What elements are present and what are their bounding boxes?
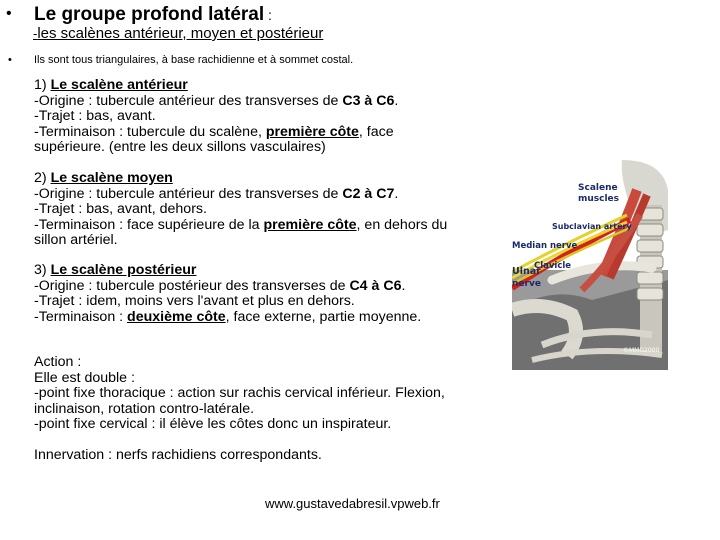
posterior-term-bold: deuxième côte — [127, 308, 226, 325]
label-scalene-2: muscles — [578, 194, 620, 204]
anterior-term-pre: -Terminaison : tubercule du scalène, — [34, 123, 266, 140]
anterior-origin-pre: -Origine : tubercule antérieur des transverses de — [34, 92, 343, 109]
anterior-origin-bold: C3 à C6 — [342, 92, 395, 109]
middle-heading-num: 2) — [34, 170, 51, 186]
slide-title-suffix: : — [264, 7, 272, 23]
middle-heading-text: Le scalène moyen — [50, 170, 173, 186]
action-line-2: Elle est double : — [34, 369, 135, 386]
posterior-section — [34, 263, 464, 325]
middle-origin-pre: -Origine : tubercule antérieur des transverses de — [34, 185, 343, 202]
title-bullet: • — [6, 5, 12, 22]
middle-trajet: -Trajet : bas, avant, dehors. — [34, 201, 207, 217]
subtitle-text: les scalènes antérieur, moyen et postérieur — [37, 25, 324, 42]
action-line-3: -point fixe thoracique : action sur rachis cervical inférieur. Flexion, inclinaison, rotation contro-latérale. — [34, 385, 445, 417]
label-clavicle: Clavicle — [534, 261, 572, 271]
posterior-trajet: -Trajet : idem, moins vers l'avant et plus en dehors. — [34, 293, 355, 309]
anterior-term — [34, 125, 464, 156]
action-line-4: -point fixe cervical : il élève les côtes donc un inspirateur. — [34, 416, 392, 432]
anterior-heading-text: Le scalène antérieur — [50, 77, 188, 93]
figure-copyright: ©MMG2000 — [623, 347, 660, 354]
middle-origin — [34, 187, 464, 203]
middle-term-pre: -Terminaison : face supérieure de la — [34, 216, 264, 233]
anterior-trajet: -Trajet : bas, avant. — [34, 108, 156, 124]
posterior-origin — [34, 279, 464, 295]
middle-origin-bold: C2 à C7 — [342, 185, 395, 202]
middle-term-post: , en dehors du sillon artériel. — [34, 216, 448, 248]
label-ulnar-1: Ulnar — [512, 266, 541, 277]
middle-section — [34, 171, 464, 249]
anterior-term-post: , face supérieure. (entre les deux sillons vasculaires) — [34, 123, 394, 155]
anterior-heading — [34, 78, 464, 94]
footer-url[interactable]: www.gustavedabresil.vpweb.fr — [265, 496, 440, 511]
action-line-1: Action : — [34, 354, 82, 370]
middle-term-bold: première côte — [263, 216, 357, 233]
slide-subtitle — [33, 25, 323, 42]
posterior-heading-text: Le scalène postérieur — [50, 262, 197, 278]
middle-origin-post: . — [394, 185, 399, 202]
label-ulnar-2: nerve — [512, 279, 541, 289]
slide-title — [34, 4, 272, 26]
intro-text: Ils sont tous triangulaires, à base rachidienne et à sommet costal. — [34, 54, 354, 66]
anatomy-illustration — [512, 160, 668, 370]
anterior-origin — [34, 94, 464, 110]
anterior-origin-post: . — [394, 92, 399, 109]
posterior-term — [34, 310, 464, 326]
label-scalene-1: Scalene — [578, 183, 618, 193]
middle-term — [34, 218, 464, 249]
anterior-term-bold: première côte — [265, 123, 359, 140]
posterior-heading — [34, 263, 464, 279]
innervation-text: Innervation : nerfs rachidiens correspondants. — [34, 447, 322, 463]
anterior-heading-num: 1) — [34, 77, 51, 93]
posterior-origin-post: . — [401, 277, 406, 294]
label-median-nerve: Median nerve — [512, 241, 578, 251]
intro-bullet: • — [8, 54, 12, 66]
posterior-origin-pre: -Origine : tubercule postérieur des transverses de — [34, 277, 350, 294]
slide-title-text: Le groupe profond latéral — [34, 4, 265, 25]
label-subclavian: Subclavian artery — [552, 222, 632, 231]
middle-heading — [34, 171, 464, 187]
anterior-section — [34, 78, 464, 156]
anatomy-figure — [512, 160, 668, 370]
posterior-term-pre: -Terminaison : — [34, 308, 128, 325]
posterior-origin-bold: C4 à C6 — [349, 277, 402, 294]
subtitle-dash: - — [33, 26, 38, 41]
posterior-heading-num: 3) — [34, 262, 51, 278]
action-section — [34, 355, 464, 433]
posterior-term-post: , face externe, partie moyenne. — [225, 308, 422, 325]
